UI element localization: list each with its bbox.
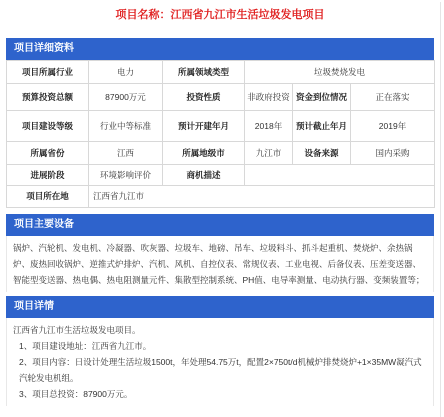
label-location: 项目所在地 [7,186,89,208]
label-funding-status: 资金到位情况 [293,84,351,111]
project-page [0,2,441,417]
details-item-investment: 3、项目总投资：87900万元。 [19,389,133,399]
value-industry: 电力 [89,61,163,84]
details-item-address: 1、项目建设地址：江西省九江市。 [19,341,152,351]
value-equipment-source: 国内采购 [351,142,435,165]
label-equipment-source: 设备来源 [293,142,351,165]
label-opportunity: 商机描述 [163,165,245,186]
value-field-type: 垃圾焚烧发电 [245,61,435,84]
table-row [7,111,435,142]
table-row [7,61,435,84]
equipment-list: 锅炉、汽轮机、发电机、冷凝器、吹灰器、垃圾车、地磅、吊车、垃圾料斗、抓斗起重机、焚烧炉、余热锅炉、废热回收锅炉、逆推式炉排炉、汽机、风机、自控仪表、常规仪表、工业电视、后备仪表、压差变送器、智能型变送器、热电偶、热电阻测量元件、集散型控制系统、PH值、电导率测量、电动执行器、变频装置等； [6,236,434,292]
value-investment-nature: 非政府投资 [245,84,293,111]
label-end-date: 预计截止年月 [293,111,351,142]
value-province: 江西 [89,142,163,165]
value-start-date: 2018年 [245,111,293,142]
label-province: 所属省份 [7,142,89,165]
section-header-details: 项目详细资料 [6,38,434,60]
project-info-table [6,60,435,208]
page-title: 项目名称：江西省九江市生活垃圾发电项目 [115,9,325,21]
label-industry: 项目所属行业 [7,61,89,84]
label-city: 所属地级市 [163,142,245,165]
value-funding-status: 正在落实 [351,84,435,111]
value-construction-level: 行业中等标准 [89,111,163,142]
details-intro: 江西省九江市生活垃圾发电项目。 [13,325,141,335]
value-end-date: 2019年 [351,111,435,142]
value-opportunity [245,165,435,186]
section-header-equipment: 项目主要设备 [6,214,434,236]
table-row [7,186,435,208]
value-city: 九江市 [245,142,293,165]
value-progress-stage: 环境影响评价 [89,165,163,186]
details-item-content: 2、项目内容：日设计处理生活垃圾1500t，年处理54.75万t，配置2×750t/d机械炉排焚烧炉+1×35MW凝汽式汽轮发电机组。 [19,357,422,383]
label-construction-level: 项目建设等级 [7,111,89,142]
label-investment-nature: 投资性质 [163,84,245,111]
value-location: 江西省九江市 [89,186,435,208]
value-budget: 87900万元 [89,84,163,111]
table-row [7,84,435,111]
table-row [7,165,435,186]
label-progress-stage: 进展阶段 [7,165,89,186]
label-budget: 预算投资总额 [7,84,89,111]
label-field-type: 所属领域类型 [163,61,245,84]
label-start-date: 预计开建年月 [163,111,245,142]
section-header-info: 项目详情 [6,296,434,318]
table-row [7,142,435,165]
project-details [6,318,434,406]
